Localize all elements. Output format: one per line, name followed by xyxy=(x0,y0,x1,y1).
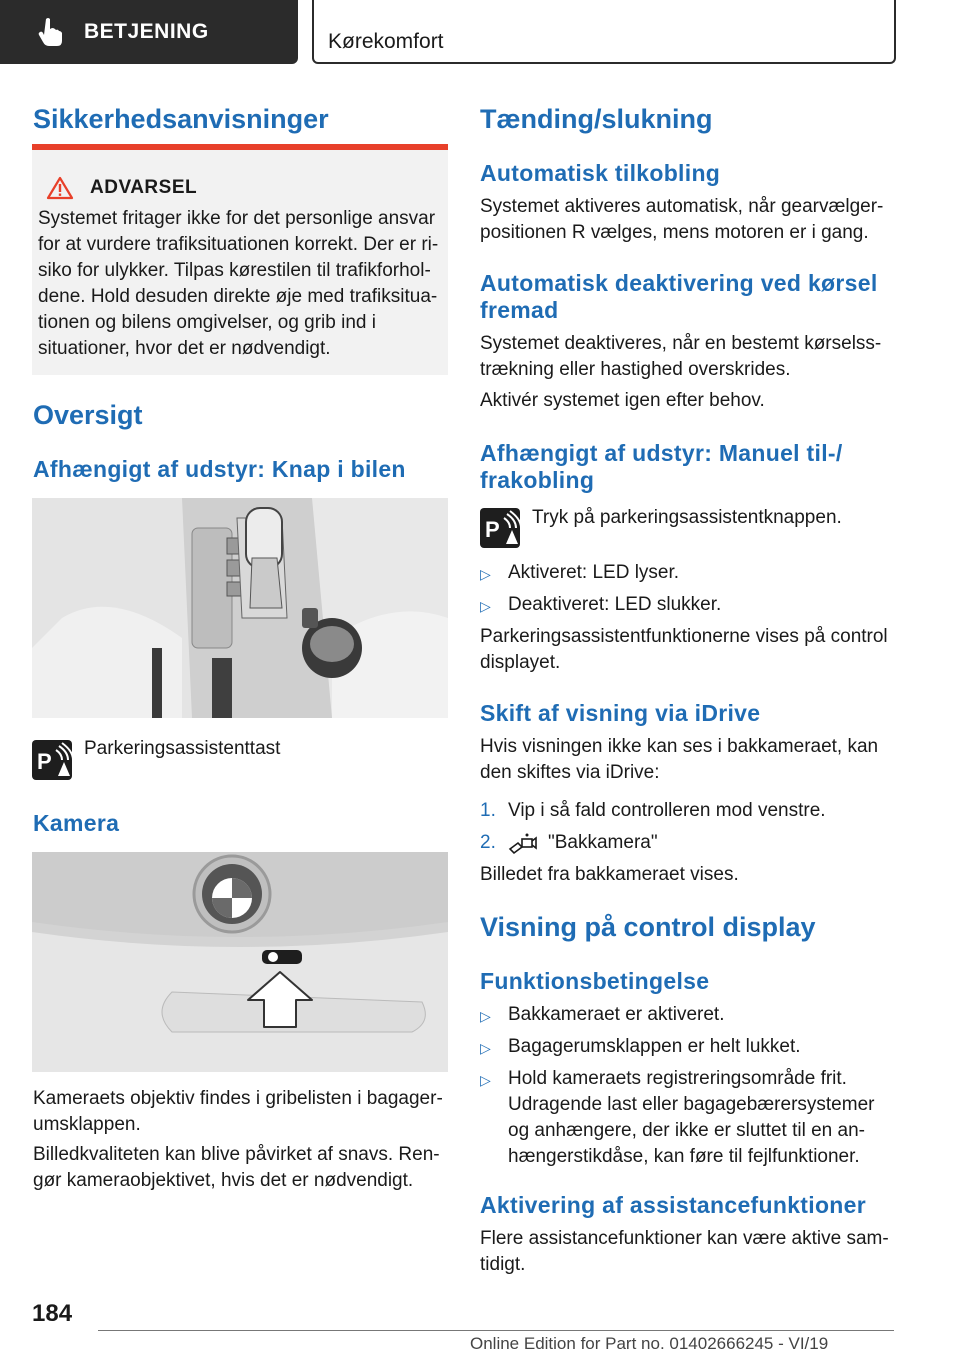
bullet-triangle-icon: ▷ xyxy=(480,1008,491,1024)
switch-after-text: Billedet fra bakkameraet vises. xyxy=(480,864,739,885)
auto-off-heading: Automatisk deaktivering ved kørsel fremad xyxy=(480,270,878,323)
camera-heading: Kamera xyxy=(33,810,120,836)
switch-text: Hvis visningen ikke kan ses i bakkameraet, kan den skiftes via iDrive: xyxy=(480,736,879,783)
list-item: ▷ Aktiveret: LED lyser. xyxy=(480,560,679,587)
manual-after-text: Parkeringsassistentfunktionerne vises på control displayet. xyxy=(480,626,888,673)
warning-text: Systemet fritager ikke for det personlige ansvar for at vurdere trafiksituationen korrekt. Der er ri- siko for ulykker. Tilpas kørestilen til trafikforhol- dene. Hold desuden direkte øje med trafiksitua- tionen og bilens omgivelser, og grib ind i situationer, hvor det er nødvendigt. xyxy=(38,208,439,359)
bullet-triangle-icon: ▷ xyxy=(480,1040,491,1056)
auto-on-heading: Automatisk tilkobling xyxy=(480,160,721,186)
overview-heading: Oversigt xyxy=(33,400,143,430)
list-item: ▷ Hold kameraets registreringsområde frit. Udragende last eller bagagebærersystemer og anhængere, der ikke er sluttet til en an- hængerstikdåse, kan føre til fejlfunktioner. xyxy=(480,1066,874,1170)
rear-camera-icon xyxy=(508,831,538,855)
svg-text:P: P xyxy=(37,749,52,774)
list-item: ▷ Bakkameraet er aktiveret. xyxy=(480,1002,724,1029)
assist-text: Flere assistancefunktioner kan være aktive sam- tidigt. xyxy=(480,1228,889,1275)
list-item: 2. "Bakkamera" xyxy=(480,832,658,853)
warning-label: ADVARSEL xyxy=(90,177,198,198)
footer-divider xyxy=(98,1330,894,1331)
list-item: ▷ Bagagerumsklappen er helt lukket. xyxy=(480,1034,801,1061)
assist-heading: Aktivering af assistancefunktioner xyxy=(480,1192,866,1218)
manual-heading: Afhængigt af udstyr: Manuel til-/ frakobling xyxy=(480,440,843,493)
parking-assist-button-icon-2 xyxy=(480,508,520,548)
ignition-heading: Tænding/slukning xyxy=(480,104,713,134)
warning-triangle-icon xyxy=(46,176,74,200)
auto-off-text-2: Aktivér systemet igen efter behov. xyxy=(480,390,765,411)
auto-off-text: Systemet deaktiveres, når en bestemt kørselss- trækning eller hastighed overskrides. xyxy=(480,333,882,380)
edition-text: Online Edition for Part no. 01402666245 - VI/19 xyxy=(470,1334,829,1353)
bullet-triangle-icon: ▷ xyxy=(480,598,491,614)
section-label: BETJENING xyxy=(84,20,209,43)
bullet-triangle-icon: ▷ xyxy=(480,566,491,582)
manual-text: Tryk på parkeringsassistentknappen. xyxy=(532,507,842,528)
display-heading: Visning på control display xyxy=(480,912,816,942)
page-number: 184 xyxy=(32,1300,73,1327)
list-item: ▷ Deaktiveret: LED slukker. xyxy=(480,592,721,619)
chapter-box xyxy=(312,0,896,64)
chapter-title: Kørekomfort xyxy=(328,30,444,53)
parking-assist-button-icon xyxy=(32,740,72,780)
list-item: 1. Vip i så fald controlleren mod venstre. xyxy=(480,800,826,821)
auto-on-text: Systemet aktiveres automatisk, når gearvælger- positionen R vælges, mens motoren er i gang. xyxy=(480,196,884,243)
camera-paragraph-1: Kameraets objektiv findes i gribelisten i bagager- umsklappen. xyxy=(33,1088,443,1135)
camera-location-image xyxy=(32,852,448,1072)
camera-paragraph-2: Billedkvaliteten kan blive påvirket af snavs. Ren- gør kameraobjektivet, hvis det er nødvendigt. xyxy=(33,1144,440,1191)
center-console-image xyxy=(32,498,448,718)
condition-heading: Funktionsbetingelse xyxy=(480,968,710,994)
bullet-triangle-icon: ▷ xyxy=(480,1072,491,1088)
safety-heading: Sikkerhedsanvisninger xyxy=(33,104,329,134)
warning-box xyxy=(32,144,448,375)
hand-icon xyxy=(38,17,64,47)
section-tab xyxy=(0,0,298,64)
switch-heading: Skift af visning via iDrive xyxy=(480,700,761,726)
svg-text:P: P xyxy=(485,517,500,542)
button-heading: Afhængigt af udstyr: Knap i bilen xyxy=(33,456,406,482)
button-caption: Parkeringsassistenttast xyxy=(84,738,281,759)
